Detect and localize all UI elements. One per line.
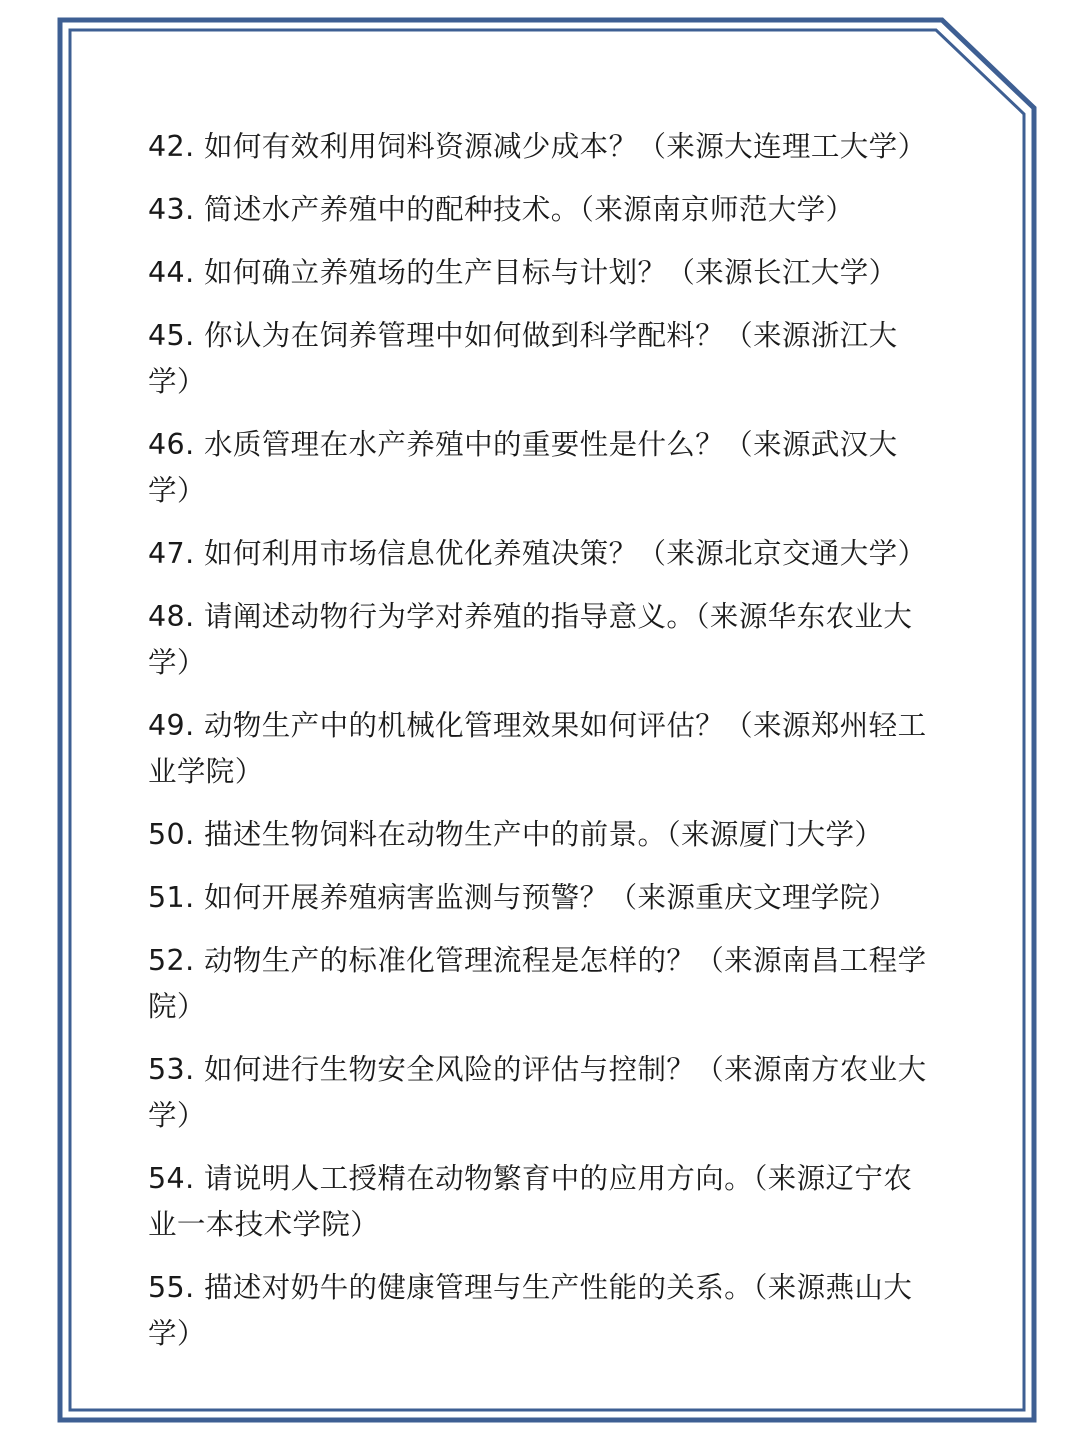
question-item-52: 52. 动物生产的标准化管理流程是怎样的？（来源南昌工程学院） bbox=[148, 944, 927, 1023]
question-item-45: 45. 你认为在饲养管理中如何做到科学配料？（来源浙江大学） bbox=[148, 319, 898, 398]
question-item-48: 48. 请阐述动物行为学对养殖的指导意义。（来源华东农业大学） bbox=[148, 600, 913, 679]
question-item-43: 43. 简述水产养殖中的配种技术。（来源南京师范大学） bbox=[148, 193, 855, 226]
question-item-44: 44. 如何确立养殖场的生产目标与计划？（来源长江大学） bbox=[148, 256, 898, 289]
question-item-51: 51. 如何开展养殖病害监测与预警？（来源重庆文理学院） bbox=[148, 881, 898, 914]
question-item-42: 42. 如何有效利用饲料资源减少成本？（来源大连理工大学） bbox=[148, 130, 927, 163]
question-item-54: 54. 请说明人工授精在动物繁育中的应用方向。（来源辽宁农业一本技术学院） bbox=[148, 1162, 913, 1241]
question-item-47: 47. 如何利用市场信息优化养殖决策？（来源北京交通大学） bbox=[148, 537, 927, 570]
question-item-46: 46. 水质管理在水产养殖中的重要性是什么？（来源武汉大学） bbox=[148, 428, 898, 507]
question-item-55: 55. 描述对奶牛的健康管理与生产性能的关系。（来源燕山大学） bbox=[148, 1271, 913, 1350]
question-item-49: 49. 动物生产中的机械化管理效果如何评估？（来源郑州轻工业学院） bbox=[148, 709, 927, 788]
question-item-50: 50. 描述生物饲料在动物生产中的前景。（来源厦门大学） bbox=[148, 818, 884, 851]
question-item-53: 53. 如何进行生物安全风险的评估与控制？（来源南方农业大学） bbox=[148, 1053, 927, 1132]
question-list bbox=[148, 124, 938, 1374]
